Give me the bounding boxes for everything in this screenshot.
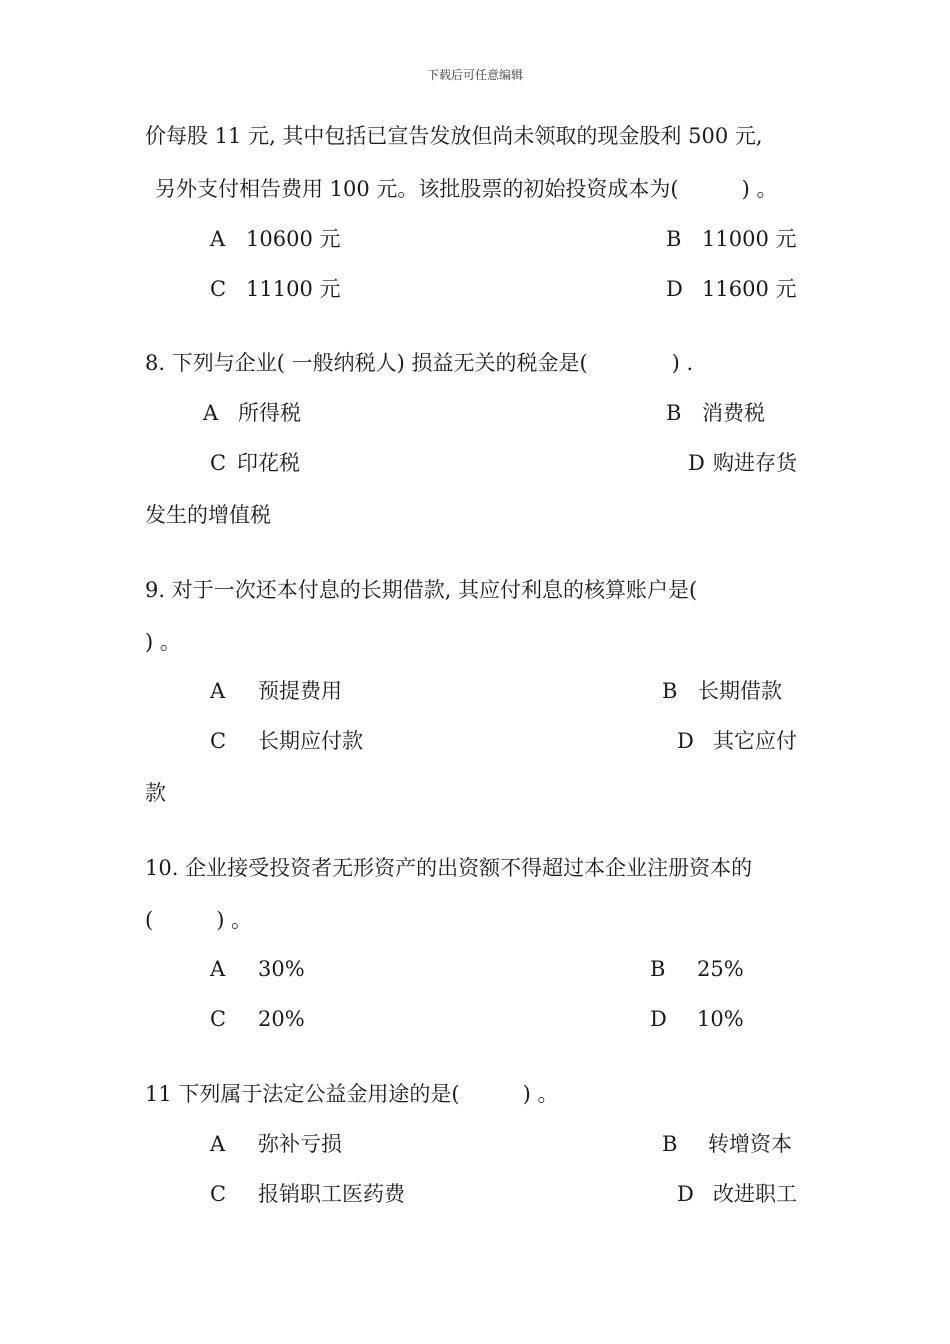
q7-option-b-letter: B: [666, 227, 682, 251]
q9-option-b-letter: B: [662, 679, 678, 703]
q8-stem: 8. 下列与企业( 一般纳税人) 损益无关的税金是( ) .: [145, 351, 694, 375]
q10-option-d-letter: D: [650, 1007, 667, 1031]
q7-option-a-text: 10600 元: [246, 227, 341, 251]
q8-option-d-text: 购进存货: [713, 451, 797, 475]
q8-option-c-letter: C: [210, 451, 227, 475]
q10-option-d-text: 10%: [697, 1007, 744, 1031]
q9-option-a-text: 预提费用: [258, 679, 342, 703]
q7-option-c-text: 11100 元: [246, 277, 341, 301]
q9-stem-line-2: ) 。: [145, 630, 181, 654]
q9-option-d-letter: D: [677, 729, 694, 753]
q9-option-a-letter: A: [210, 679, 226, 703]
q8-option-b-text: 消费税: [702, 401, 765, 425]
q10-option-a-letter: A: [210, 957, 226, 981]
q8-option-a-text: 所得税: [238, 401, 301, 425]
q8-option-d-letter: D: [688, 451, 705, 475]
q7-line-2: 另外支付相告费用 100 元。该批股票的初始投资成本为( ) 。: [155, 177, 778, 201]
page-header: 下载后可任意编辑: [426, 68, 523, 82]
q10-option-b-letter: B: [650, 957, 666, 981]
q8-option-c-text: 印花税: [237, 451, 300, 475]
q8-option-d-continuation: 发生的增值税: [145, 503, 271, 527]
q11-stem: 11 下列属于法定公益金用途的是( ) 。: [145, 1082, 559, 1106]
q10-stem-line-1: 10. 企业接受投资者无形资产的出资额不得超过本企业注册资本的: [145, 856, 753, 880]
q11-option-b-letter: B: [662, 1132, 678, 1156]
q9-option-d-continuation: 款: [145, 781, 166, 805]
q10-option-c-letter: C: [210, 1007, 227, 1031]
q9-stem-line-1: 9. 对于一次还本付息的长期借款, 其应付利息的核算账户是(: [145, 578, 698, 602]
q11-option-d-letter: D: [677, 1182, 694, 1206]
q11-option-b-text: 转增资本: [708, 1132, 792, 1156]
q9-option-c-text: 长期应付款: [258, 729, 363, 753]
q11-option-a-text: 弥补亏损: [258, 1132, 342, 1156]
q9-option-c-letter: C: [210, 729, 227, 753]
q7-option-b-text: 11000 元: [702, 227, 797, 251]
q7-option-d-letter: D: [666, 277, 683, 301]
q7-option-a-letter: A: [210, 227, 226, 251]
q10-stem-line-2: ( ) 。: [145, 908, 253, 932]
q11-option-c-text: 报销职工医药费: [258, 1182, 405, 1206]
q9-option-b-text: 长期借款: [698, 679, 782, 703]
q7-option-d-text: 11600 元: [702, 277, 797, 301]
q7-line-1: 价每股 11 元, 其中包括已宣告发放但尚未领取的现金股利 500 元,: [145, 124, 763, 148]
q10-option-b-text: 25%: [697, 957, 744, 981]
q11-option-a-letter: A: [210, 1132, 226, 1156]
q11-option-d-text: 改进职工: [713, 1182, 797, 1206]
q8-option-b-letter: B: [666, 401, 682, 425]
q9-option-d-text: 其它应付: [713, 729, 797, 753]
q11-option-c-letter: C: [210, 1182, 227, 1206]
q7-option-c-letter: C: [210, 277, 227, 301]
q10-option-c-text: 20%: [258, 1007, 305, 1031]
q10-option-a-text: 30%: [258, 957, 305, 981]
q8-option-a-letter: A: [203, 401, 219, 425]
